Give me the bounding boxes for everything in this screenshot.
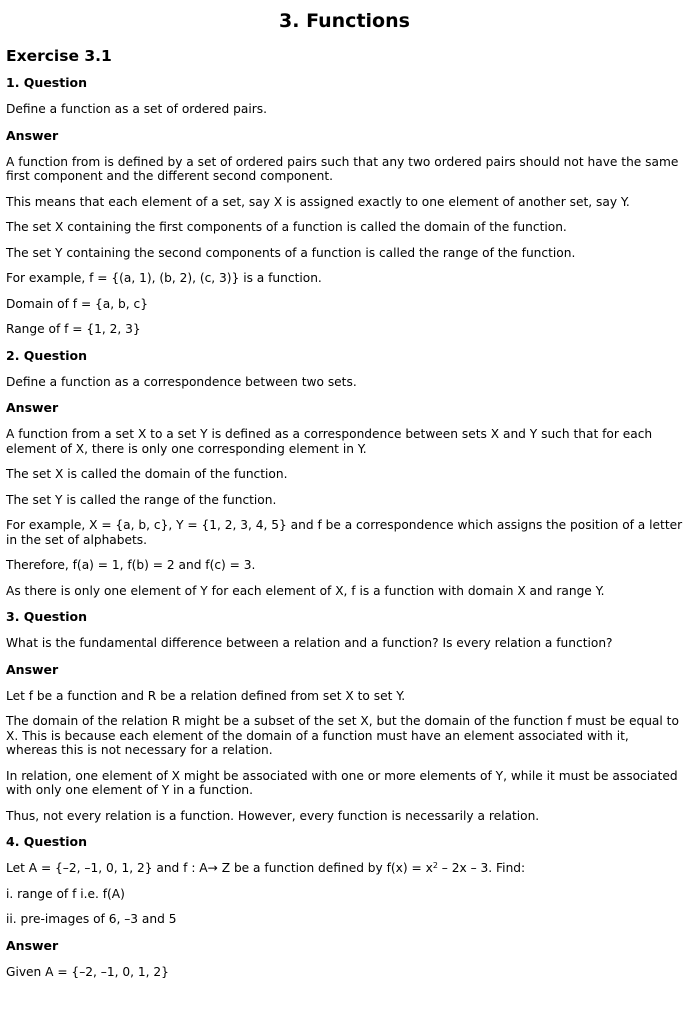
answer-2-paragraph: The set X is called the domain of the function. <box>6 467 288 481</box>
answer-1-paragraph: This means that each element of a set, say X is assigned exactly to one element of another set, say Y. <box>6 194 630 209</box>
exponent: 2 <box>432 861 438 870</box>
answer-2-paragraph: Therefore, f(a) = 1, f(b) = 2 and f(c) = 3. <box>6 558 256 572</box>
exercise-heading: Exercise 3.1 <box>6 47 112 65</box>
page-title: 3. Functions <box>279 10 410 32</box>
answer-4-paragraph: Given A = {–2, –1, 0, 1, 2} <box>6 964 169 979</box>
answer-2-paragraph: As there is only one element of Y for each element of X, f is a function with domain X and range Y. <box>6 583 605 598</box>
answer-2-label: Answer <box>6 400 59 415</box>
answer-1-paragraph: The set Y containing the second components of a function is called the range of the function. <box>6 245 576 260</box>
question-4-heading: 4. Question <box>6 834 87 849</box>
question-4-text-after: – 2x – 3. Find: <box>437 861 526 875</box>
answer-2-paragraph: A function from a set X to a set Y is defined as a correspondence between sets X and Y such that for each element of X, there is only one corresponding element in Y. <box>6 427 653 456</box>
answer-3-paragraph: Let f be a function and R be a relation defined from set X to set Y. <box>6 688 406 703</box>
answer-2-paragraph: For example, X = {a, b, c}, Y = {1, 2, 3, 4, 5} and f be a correspondence which assigns the position of a letter in the set of alphabets. <box>6 518 683 547</box>
answer-1-label: Answer <box>6 127 59 143</box>
question-3-text: What is the fundamental difference between a relation and a function? Is every relation a function? <box>6 636 613 650</box>
answer-1-paragraph: For example, f = {(a, 1), (b, 2), (c, 3)} is a function. <box>6 271 322 285</box>
question-3-heading: 3. Question <box>6 609 87 624</box>
answer-1-paragraph: The set X containing the first components of a function is called the domain of the function. <box>6 220 567 234</box>
answer-4-label: Answer <box>6 937 59 953</box>
question-4-item: ii. pre-images of 6, –3 and 5 <box>6 912 177 926</box>
answer-1-paragraph: Domain of f = {a, b, c} <box>6 296 148 311</box>
question-4-item: i. range of f i.e. f(A) <box>6 886 125 901</box>
question-1-heading: 1. Question <box>6 75 87 90</box>
answer-1-paragraph: A function from is defined by a set of ordered pairs such that any two ordered pairs should not have the same first component and the different second component. <box>6 154 679 183</box>
answer-1-paragraph: Range of f = {1, 2, 3} <box>6 322 141 336</box>
answer-3-paragraph: The domain of the relation R might be a subset of the set X, but the domain of the function f must be equal to X. This is because each element of the domain of a function must have an element associated with it, whereas this is not necessary for a relation. <box>6 714 679 757</box>
answer-3-paragraph: In relation, one element of X might be associated with one or more elements of Y, while it must be associated with only one element of Y in a function. <box>6 768 678 797</box>
question-4-text <box>6 861 683 876</box>
question-4-text-before: Let A = {–2, –1, 0, 1, 2} and f : A→ Z be a function defined by f(x) = x <box>6 861 433 875</box>
question-2-text: Define a function as a correspondence between two sets. <box>6 374 357 389</box>
answer-2-paragraph: The set Y is called the range of the function. <box>6 492 277 507</box>
answer-3-paragraph: Thus, not every relation is a function. However, every function is necessarily a relation. <box>6 808 540 823</box>
question-2-heading: 2. Question <box>6 347 87 363</box>
answer-3-label: Answer <box>6 661 59 677</box>
question-1-text: Define a function as a set of ordered pairs. <box>6 102 267 116</box>
